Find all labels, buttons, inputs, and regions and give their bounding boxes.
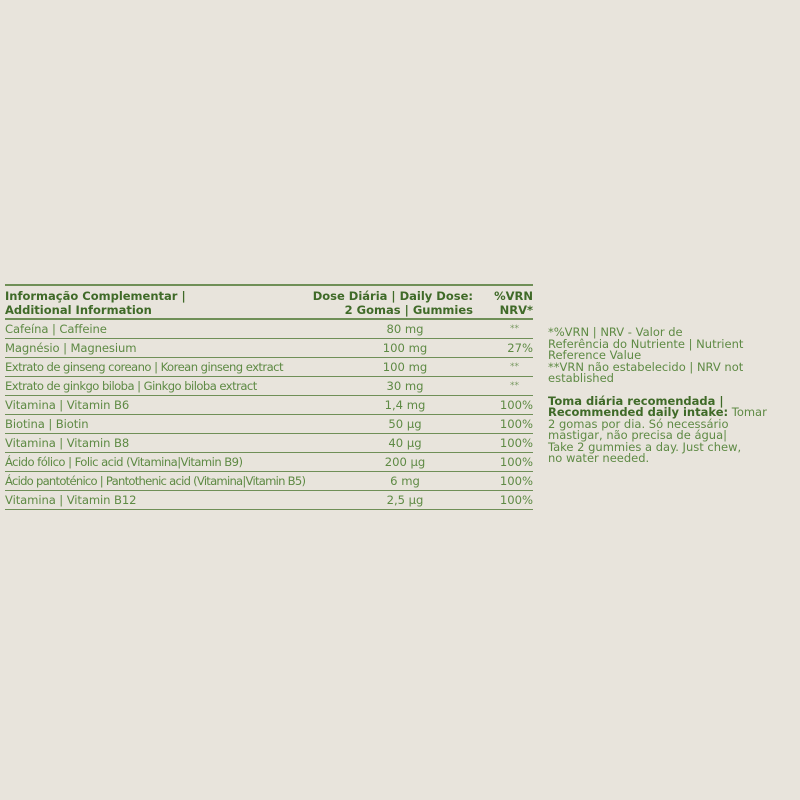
nrv-value: 100% (499, 455, 533, 469)
intake-text: Tomar (728, 405, 767, 419)
dose-cell (345, 491, 473, 509)
ingredient-name: Vitamina | Vitamin B8 (5, 436, 130, 450)
dose-cell (345, 358, 473, 376)
table-row (5, 396, 533, 415)
dose-value: 2,5 µg (386, 493, 424, 507)
intake-text: mastigar, não precisa de água| (548, 428, 728, 442)
dose-cell (345, 396, 473, 414)
intake-text: 2 gomas por dia. Só necessário (548, 416, 729, 431)
footnotes (548, 327, 793, 465)
table-row (5, 415, 533, 434)
table-row (5, 358, 533, 377)
table-row (5, 453, 533, 472)
ingredient-name: Vitamina | Vitamin B12 (5, 493, 137, 507)
nrv-value: ** (510, 381, 519, 391)
dose-value: 50 µg (388, 417, 422, 431)
nrv-value: 27% (507, 341, 533, 355)
dose-cell (345, 320, 473, 338)
nrv-note-line: *%VRN | NRV - Valor de (548, 325, 683, 339)
supplement-facts-table (5, 284, 533, 510)
table-row (5, 377, 533, 396)
header-dose (305, 286, 473, 318)
nrv-value: 100% (499, 417, 533, 431)
ingredient-name: Vitamina | Vitamin B6 (5, 398, 130, 412)
table-row (5, 320, 533, 339)
table-row (5, 491, 533, 510)
header-dose-line2: 2 Gomas | Gummies (344, 303, 473, 317)
nrv-note-line: Referência do Nutriente | Nutrient (548, 336, 744, 351)
table-row (5, 472, 533, 491)
dose-cell (345, 415, 473, 433)
dose-value: 100 mg (382, 360, 428, 374)
ingredient-name: Magnésio | Magnesium (5, 341, 137, 355)
header-nrv-line2: NRV* (499, 303, 533, 317)
nrv-note-line: Reference Value (548, 348, 642, 362)
table-row (5, 434, 533, 453)
header-info-line2: Additional Information (5, 303, 152, 317)
ingredient-name: Extrato de ginkgo biloba | Ginkgo biloba extract (5, 379, 257, 393)
header-info-line1: Informação Complementar | (5, 289, 186, 303)
recommended-intake (548, 393, 793, 465)
nrv-value: 100% (499, 493, 533, 507)
nrv-note-line: **VRN não estabelecido | NRV not (548, 359, 744, 374)
nrv-value: ** (510, 362, 519, 372)
dose-value: 6 mg (390, 474, 420, 488)
nrv-value: 100% (499, 398, 533, 412)
header-dose-line1: Dose Diária | Daily Dose: (312, 289, 473, 303)
nrv-note-line: established (548, 371, 614, 385)
dose-cell (345, 453, 473, 471)
nrv-value: ** (510, 324, 519, 334)
dose-value: 1,4 mg (384, 398, 426, 412)
ingredient-name: Cafeína | Caffeine (5, 322, 107, 336)
intake-heading: Toma diária recomendada | (548, 393, 724, 408)
intake-text: Take 2 gummies a day. Just chew, (548, 439, 742, 454)
dose-value: 200 µg (384, 455, 426, 469)
ingredient-name: Biotina | Biotin (5, 417, 89, 431)
intake-heading: Recommended daily intake: (548, 405, 729, 419)
dose-cell (345, 339, 473, 357)
nrv-value: 100% (499, 436, 533, 450)
dose-cell (345, 377, 473, 395)
intake-text: no water needed. (548, 451, 650, 465)
dose-value: 40 µg (388, 436, 422, 450)
dose-cell (345, 472, 473, 490)
dose-value: 100 mg (382, 341, 428, 355)
table-header (5, 286, 533, 320)
ingredient-name: Extrato de ginseng coreano | Korean ginseng extract (5, 360, 284, 374)
dose-value: 80 mg (386, 322, 424, 336)
header-info (5, 286, 305, 318)
header-nrv (473, 286, 533, 318)
table-row (5, 339, 533, 358)
dose-cell (345, 434, 473, 452)
header-nrv-line1: %VRN (494, 289, 533, 303)
dose-value: 30 mg (386, 379, 424, 393)
ingredient-name: Ácido fólico | Folic acid (Vitamina|Vitamin B9) (5, 455, 243, 469)
nrv-value: 100% (499, 474, 533, 488)
ingredient-name: Ácido pantoténico | Pantothenic acid (Vitamina|Vitamin B5) (5, 474, 306, 488)
